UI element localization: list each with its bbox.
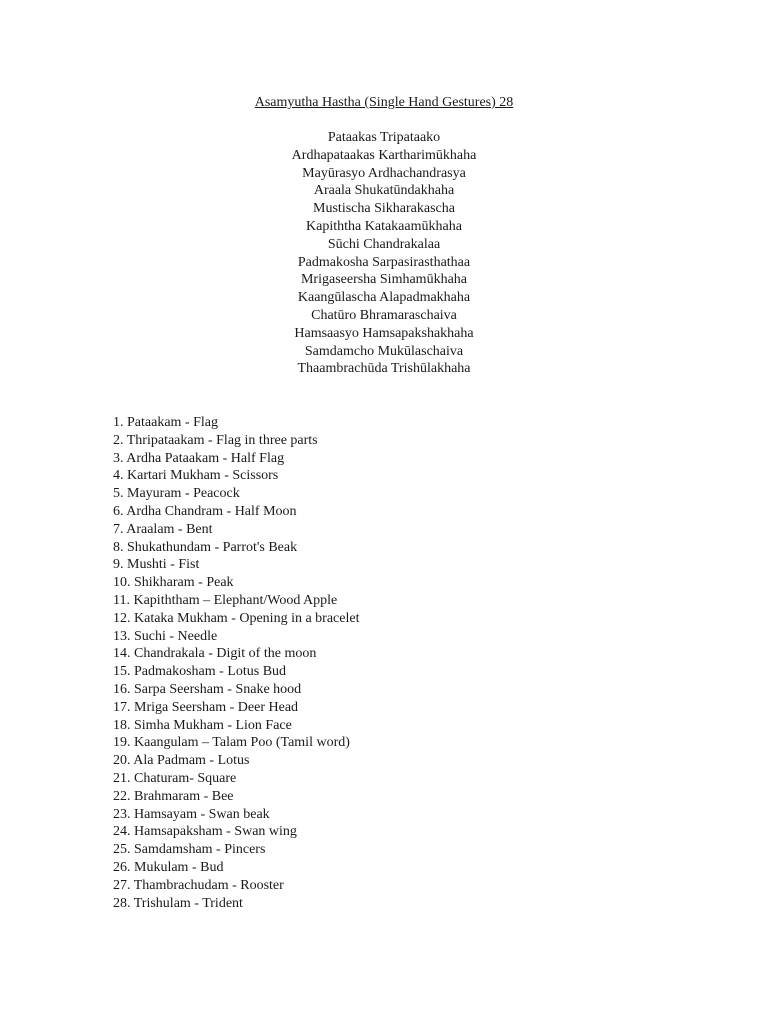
list-item: 22. Brahmaram - Bee bbox=[113, 788, 234, 804]
list-item: 20. Ala Padmam - Lotus bbox=[113, 753, 250, 769]
list-item: 9. Mushti - Fist bbox=[113, 557, 200, 573]
verse-line: Kaangūlascha Alapadmakhaha bbox=[297, 290, 471, 306]
list-item: 25. Samdamsham - Pincers bbox=[113, 842, 266, 858]
list-item: 18. Simha Mukham - Lion Face bbox=[113, 717, 292, 733]
verse-line: Mrigaseersha Simhamūkhaha bbox=[300, 272, 467, 288]
list-item: 16. Sarpa Seersham - Snake hood bbox=[113, 681, 302, 697]
list-item: 11. Kapiththam – Elephant/Wood Apple bbox=[113, 592, 338, 608]
list-item: 23. Hamsayam - Swan beak bbox=[113, 806, 270, 822]
gesture-list bbox=[113, 414, 713, 912]
list-item: 10. Shikharam - Peak bbox=[113, 575, 234, 591]
list-item: 15. Padmakosham - Lotus Bud bbox=[113, 664, 287, 680]
page-title: Asamyutha Hastha (Single Hand Gestures) 28 bbox=[254, 95, 514, 110]
list-item: 27. Thambrachudam - Rooster bbox=[113, 877, 284, 893]
verse-line: Kapiththa Katakaamūkhaha bbox=[306, 218, 462, 234]
list-item: 26. Mukulam - Bud bbox=[113, 859, 224, 875]
list-item: 1. Pataakam - Flag bbox=[113, 415, 218, 430]
verse-line: Ardhapataakas Kartharimūkhaha bbox=[291, 147, 477, 163]
list-item: 14. Chandrakala - Digit of the moon bbox=[113, 646, 317, 662]
verse-line: Sūchi Chandrakalaa bbox=[327, 236, 441, 252]
verse-block bbox=[0, 129, 768, 378]
verse-line: Araala Shukatūndakhaha bbox=[313, 183, 455, 199]
verse-line: Pataakas Tripataako bbox=[327, 130, 441, 145]
list-item: 5. Mayuram - Peacock bbox=[113, 486, 240, 502]
list-item: 19. Kaangulam – Talam Poo (Tamil word) bbox=[113, 735, 350, 751]
list-item: 28. Trishulam - Trident bbox=[113, 895, 243, 911]
list-item: 13. Suchi - Needle bbox=[113, 628, 218, 644]
verse-line: Mayūrasyo Ardhachandrasya bbox=[302, 165, 466, 181]
list-item: 12. Kataka Mukham - Opening in a bracelet bbox=[113, 610, 360, 626]
list-item: 24. Hamsapaksham - Swan wing bbox=[113, 824, 297, 840]
verse-line: Hamsaasyo Hamsapakshakhaha bbox=[294, 325, 474, 341]
list-item: 6. Ardha Chandram - Half Moon bbox=[113, 503, 297, 519]
list-item: 4. Kartari Mukham - Scissors bbox=[113, 468, 279, 484]
verse-line: Padmakosha Sarpasirasthathaa bbox=[297, 254, 471, 270]
verse-line: Samdamcho Mukūlaschaiva bbox=[304, 343, 464, 359]
verse-line: Mustischa Sikharakascha bbox=[313, 201, 455, 217]
verse-line: Thaambrachūda Trishūlakhaha bbox=[297, 361, 471, 377]
list-item: 21. Chaturam- Square bbox=[113, 770, 237, 786]
list-item: 3. Ardha Pataakam - Half Flag bbox=[113, 450, 285, 466]
list-item: 8. Shukathundam - Parrot's Beak bbox=[113, 539, 298, 555]
verse-line: Chatūro Bhramaraschaiva bbox=[311, 307, 457, 323]
list-item: 7. Araalam - Bent bbox=[113, 521, 213, 537]
list-item: 17. Mriga Seersham - Deer Head bbox=[113, 699, 299, 715]
list-item: 2. Thripataakam - Flag in three parts bbox=[113, 432, 318, 448]
